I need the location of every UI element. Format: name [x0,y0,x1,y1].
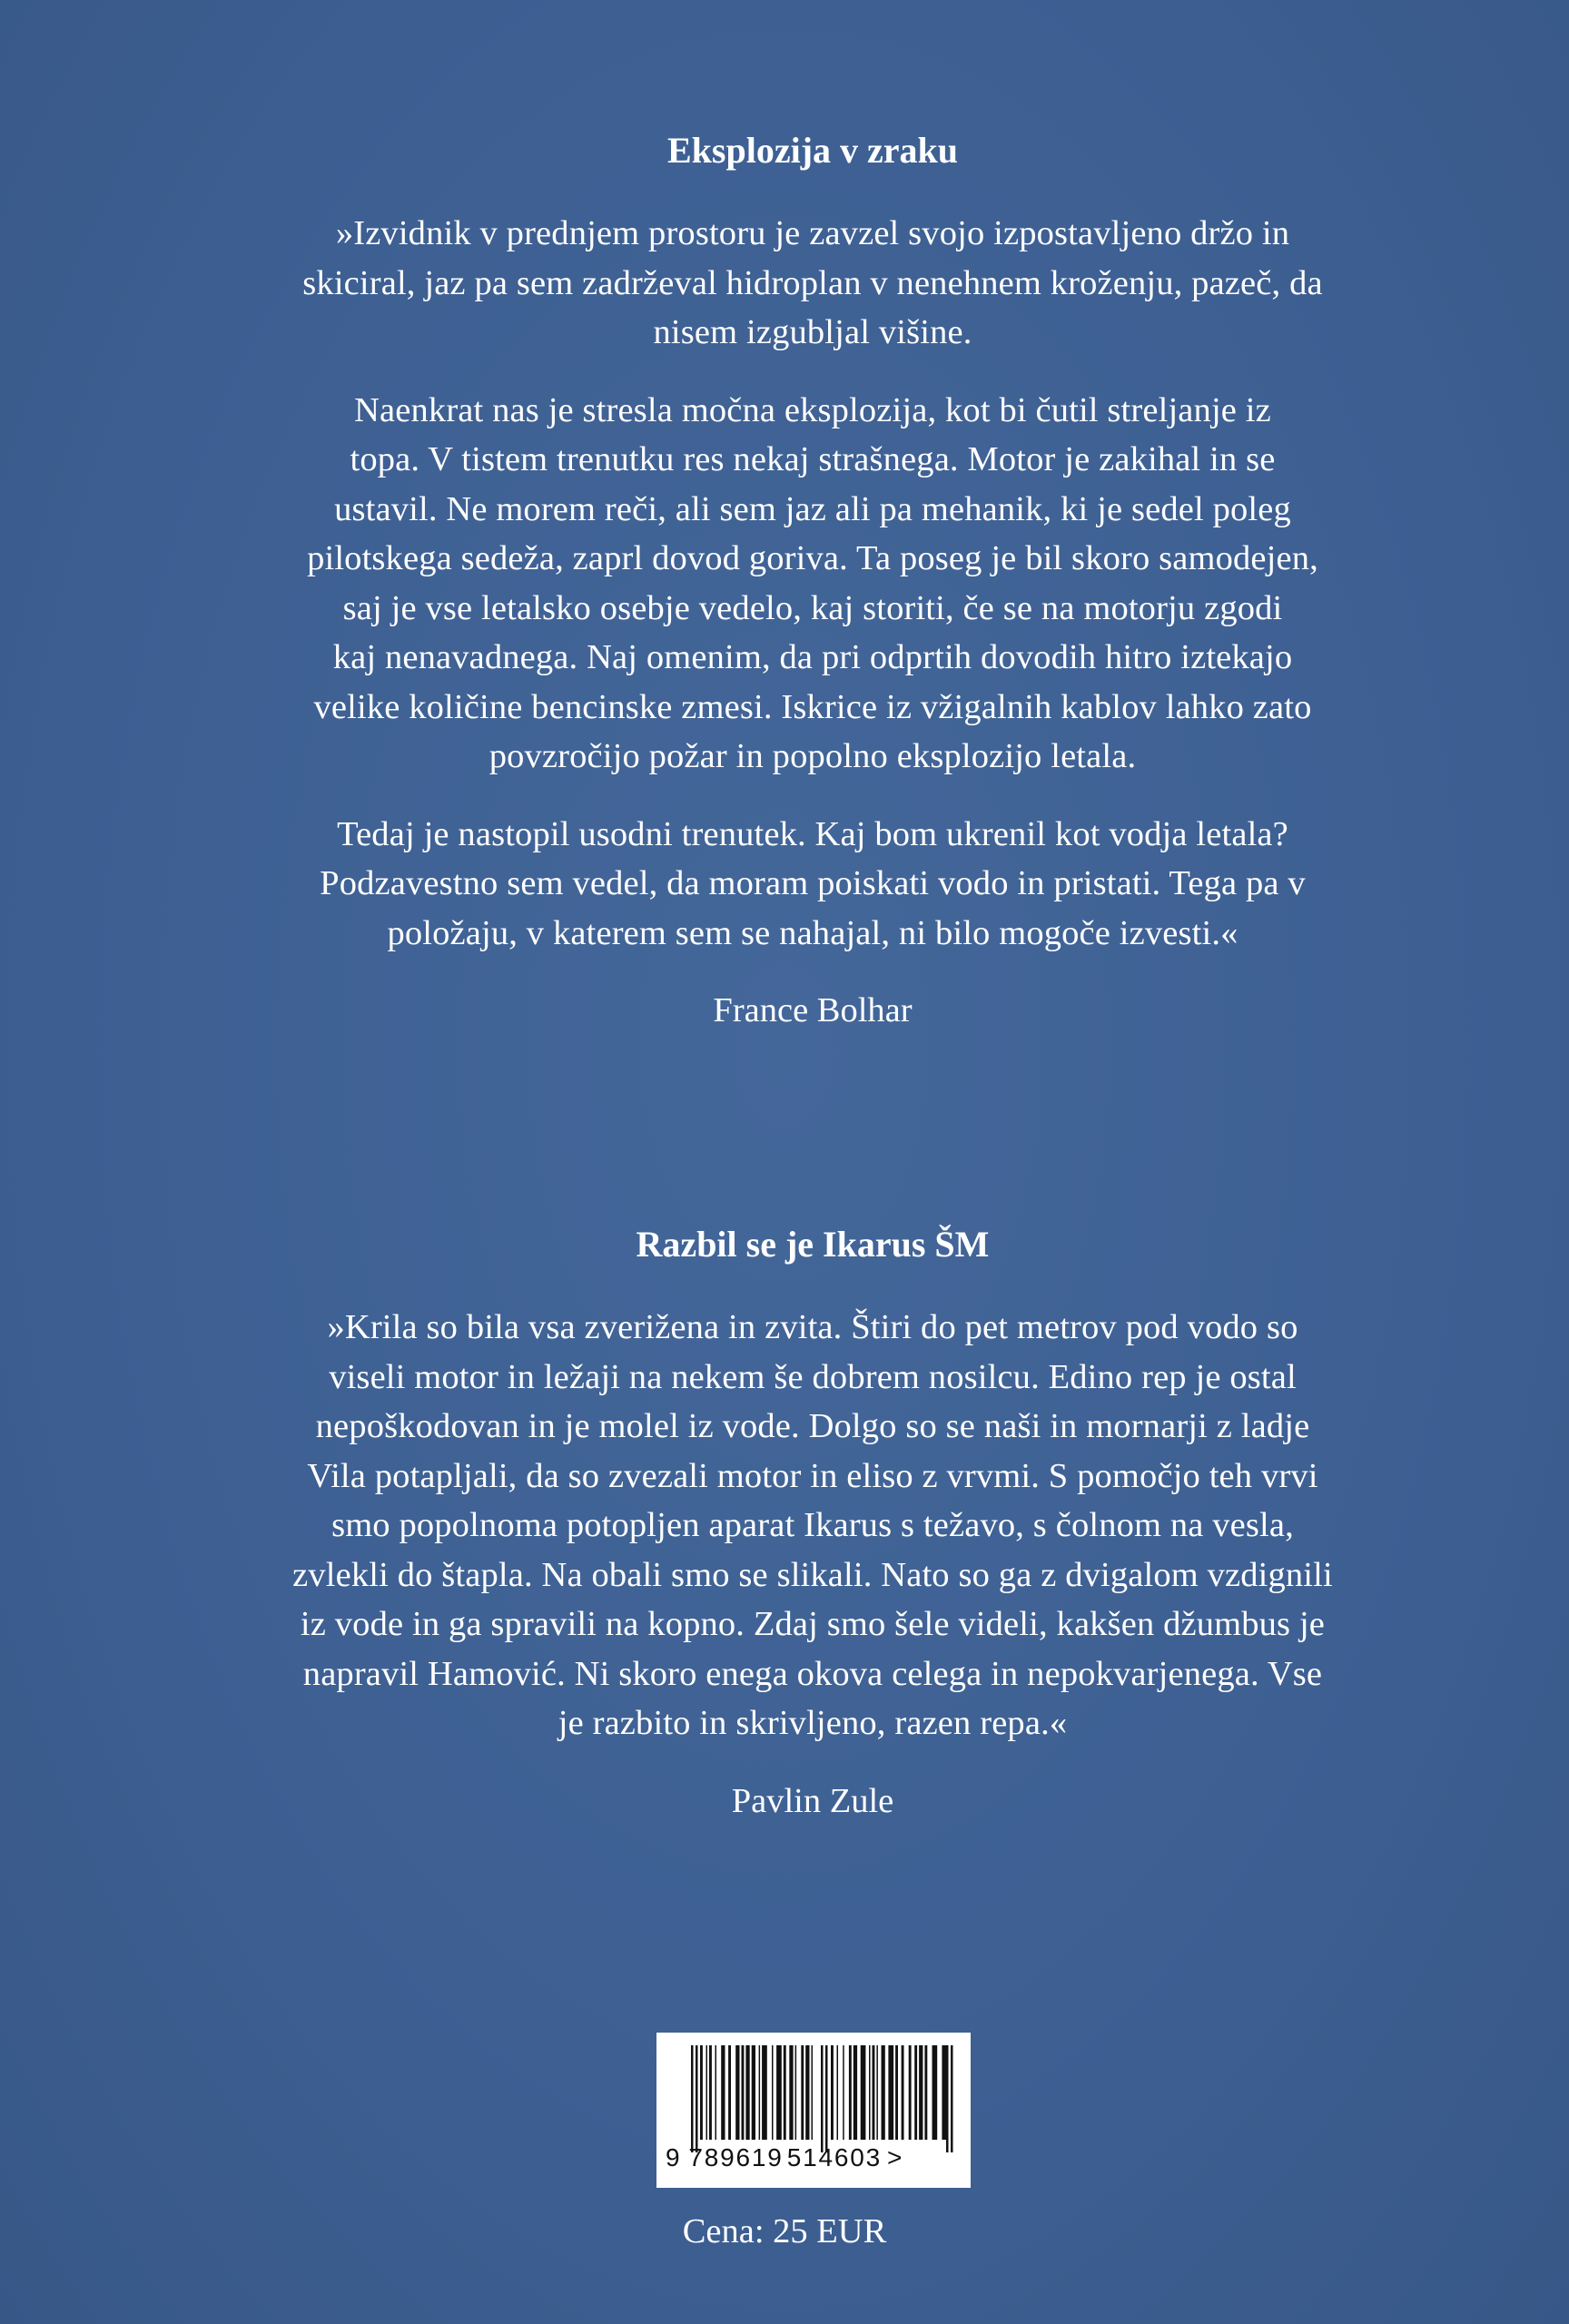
barcode-bar [942,2045,947,2140]
barcode-bar [933,2045,938,2140]
barcode-bar [873,2045,875,2140]
barcode-bar [801,2045,804,2140]
paragraph [209,810,1416,959]
excerpt-eksplozija [209,127,1416,1035]
text-line: nepoškodovan in je molel iz vode. Dolgo so se naši in mornarji z ladje [315,1407,1310,1445]
section-title: Eksplozija v zraku [666,130,959,171]
text-line: povzročijo požar in popolno eksplozijo letala. [488,737,1137,775]
barcode-bar [789,2045,793,2140]
barcode-bar [762,2045,767,2140]
author-name: France Bolhar [713,991,913,1029]
barcode-bar [700,2045,703,2140]
barcode-group-2: 514603 [786,2143,882,2171]
barcode-guard-bar [691,2045,694,2152]
barcode-bar [837,2045,839,2140]
barcode-bar [759,2045,761,2140]
barcode-tail-mark: > [886,2143,904,2171]
barcode-bar [742,2045,745,2140]
paragraph [209,1303,1416,1748]
text-line: iz vode in ga spravili na kopno. Zdaj smo šele videli, kakšen džumbus je [300,1605,1326,1643]
barcode-bar [721,2045,725,2140]
barcode-bar [895,2045,898,2140]
barcode-bar [861,2045,866,2140]
isbn-digits [666,2142,965,2174]
excerpt-ikarus [209,1221,1416,1826]
barcode-guard-bar [951,2045,953,2152]
text-line: nisem izgubljal višine. [653,313,972,351]
section-title: Razbil se je Ikarus ŠM [636,1224,990,1265]
barcode-bar [795,2045,797,2140]
barcode-bar [919,2045,923,2140]
text-line: ustavil. Ne morem reči, ali sem jaz ali pa mehanik, ki je sedel poleg [334,489,1291,528]
author-name: Pavlin Zule [731,1781,894,1820]
barcode-bar [843,2045,844,2140]
text-line: Naenkrat nas je stresla močna eksplozija, kot bi čutil streljanje iz [354,390,1271,429]
barcode-bar [882,2045,885,2140]
barcode-bar [772,2045,774,2140]
paragraph [209,209,1416,358]
text-line: položaju, v katerem sem se nahajal, ni bilo mogoče izvesti.« [387,913,1238,952]
barcode-group-1: 789619 [688,2143,784,2171]
text-line: kaj nenavadnega. Naj omenim, da pri odprtih dovodih hitro iztekajo [332,638,1293,676]
price-label: Cena: 25 EUR [682,2212,887,2250]
text-line: je razbito in skrivljeno, razen repa.« [558,1704,1068,1742]
barcode-lead-digit: 9 [666,2143,682,2171]
text-line: skiciral, jaz pa sem zadrževal hidroplan v nenehnem kroženju, pazeč, da [302,263,1323,302]
text-line: napravil Hamović. Ni skoro enega okova celega in nepokvarjenega. Vse [302,1654,1323,1693]
barcode-bar [914,2045,917,2140]
barcode-bar [745,2045,749,2140]
isbn-barcode [656,2033,971,2188]
barcode-guard-bar [696,2045,698,2152]
paragraph [209,386,1416,782]
text-line: pilotskega sedeža, zaprl dovod goriva. Ta poseg je bil skoro samodejen, [307,539,1318,577]
barcode-bar [924,2045,927,2140]
text-line: viseli motor in ležaji na nekem še dobrem nosilcu. Edino rep je ostal [329,1357,1297,1396]
text-line: velike količine bencinske zmesi. Iskrice iz vžigalnih kablov lahko zato [313,687,1312,726]
text-line: Tedaj je nastopil usodni trenutek. Kaj bom ukrenil kot vodja letala? [337,814,1288,853]
text-line: zvlekli do štapla. Na obali smo se slikali. Nato so ga z dvigalom vzdignili [292,1555,1333,1594]
barcode-bar [709,2045,712,2140]
barcode-bar [812,2045,814,2140]
barcode-guard-bar [821,2045,824,2152]
barcode-bar [715,2045,717,2140]
text-line: saj je vse letalsko osebje vedelo, kaj storiti, če se na motorju zgodi [342,588,1283,627]
text-line: »Izvidnik v prednjem prostoru je zavzel svojo izpostavljeno držo in [335,214,1290,252]
barcode-guard-bar [825,2045,828,2152]
text-line: Podzavestno sem vedel, da moram poiskati vodo in pristati. Tega pa v [320,864,1306,902]
barcode-bar [849,2045,852,2140]
text-line: smo popolnoma potopljen aparat Ikarus s težavo, s čolnom na vesla, [331,1506,1294,1544]
barcode-bar [869,2045,871,2140]
barcode-bar [706,2045,708,2140]
barcode-bar [831,2045,834,2140]
barcode-bar [805,2045,809,2140]
barcode-bar [854,2045,857,2140]
barcode-bar [728,2045,731,2140]
barcode-bar [784,2045,786,2140]
barcode-bar [752,2045,755,2140]
barcode-bar [902,2045,904,2140]
barcode-bar [909,2045,912,2140]
text-line: »Krila so bila vsa zverižena in zvita. Štiri do pet metrov pod vodo so [327,1308,1298,1346]
text-line: topa. V tistem trenutku res nekaj strašnega. Motor je zakihal in se [350,440,1276,478]
text-line: Vila potapljali, da so zvezali motor in eliso z vrvmi. S pomočjo teh vrvi [307,1456,1318,1495]
barcode-bar [888,2045,893,2140]
barcode-bar [735,2045,739,2140]
barcode-bar [776,2045,782,2140]
barcode-bar [876,2045,878,2140]
